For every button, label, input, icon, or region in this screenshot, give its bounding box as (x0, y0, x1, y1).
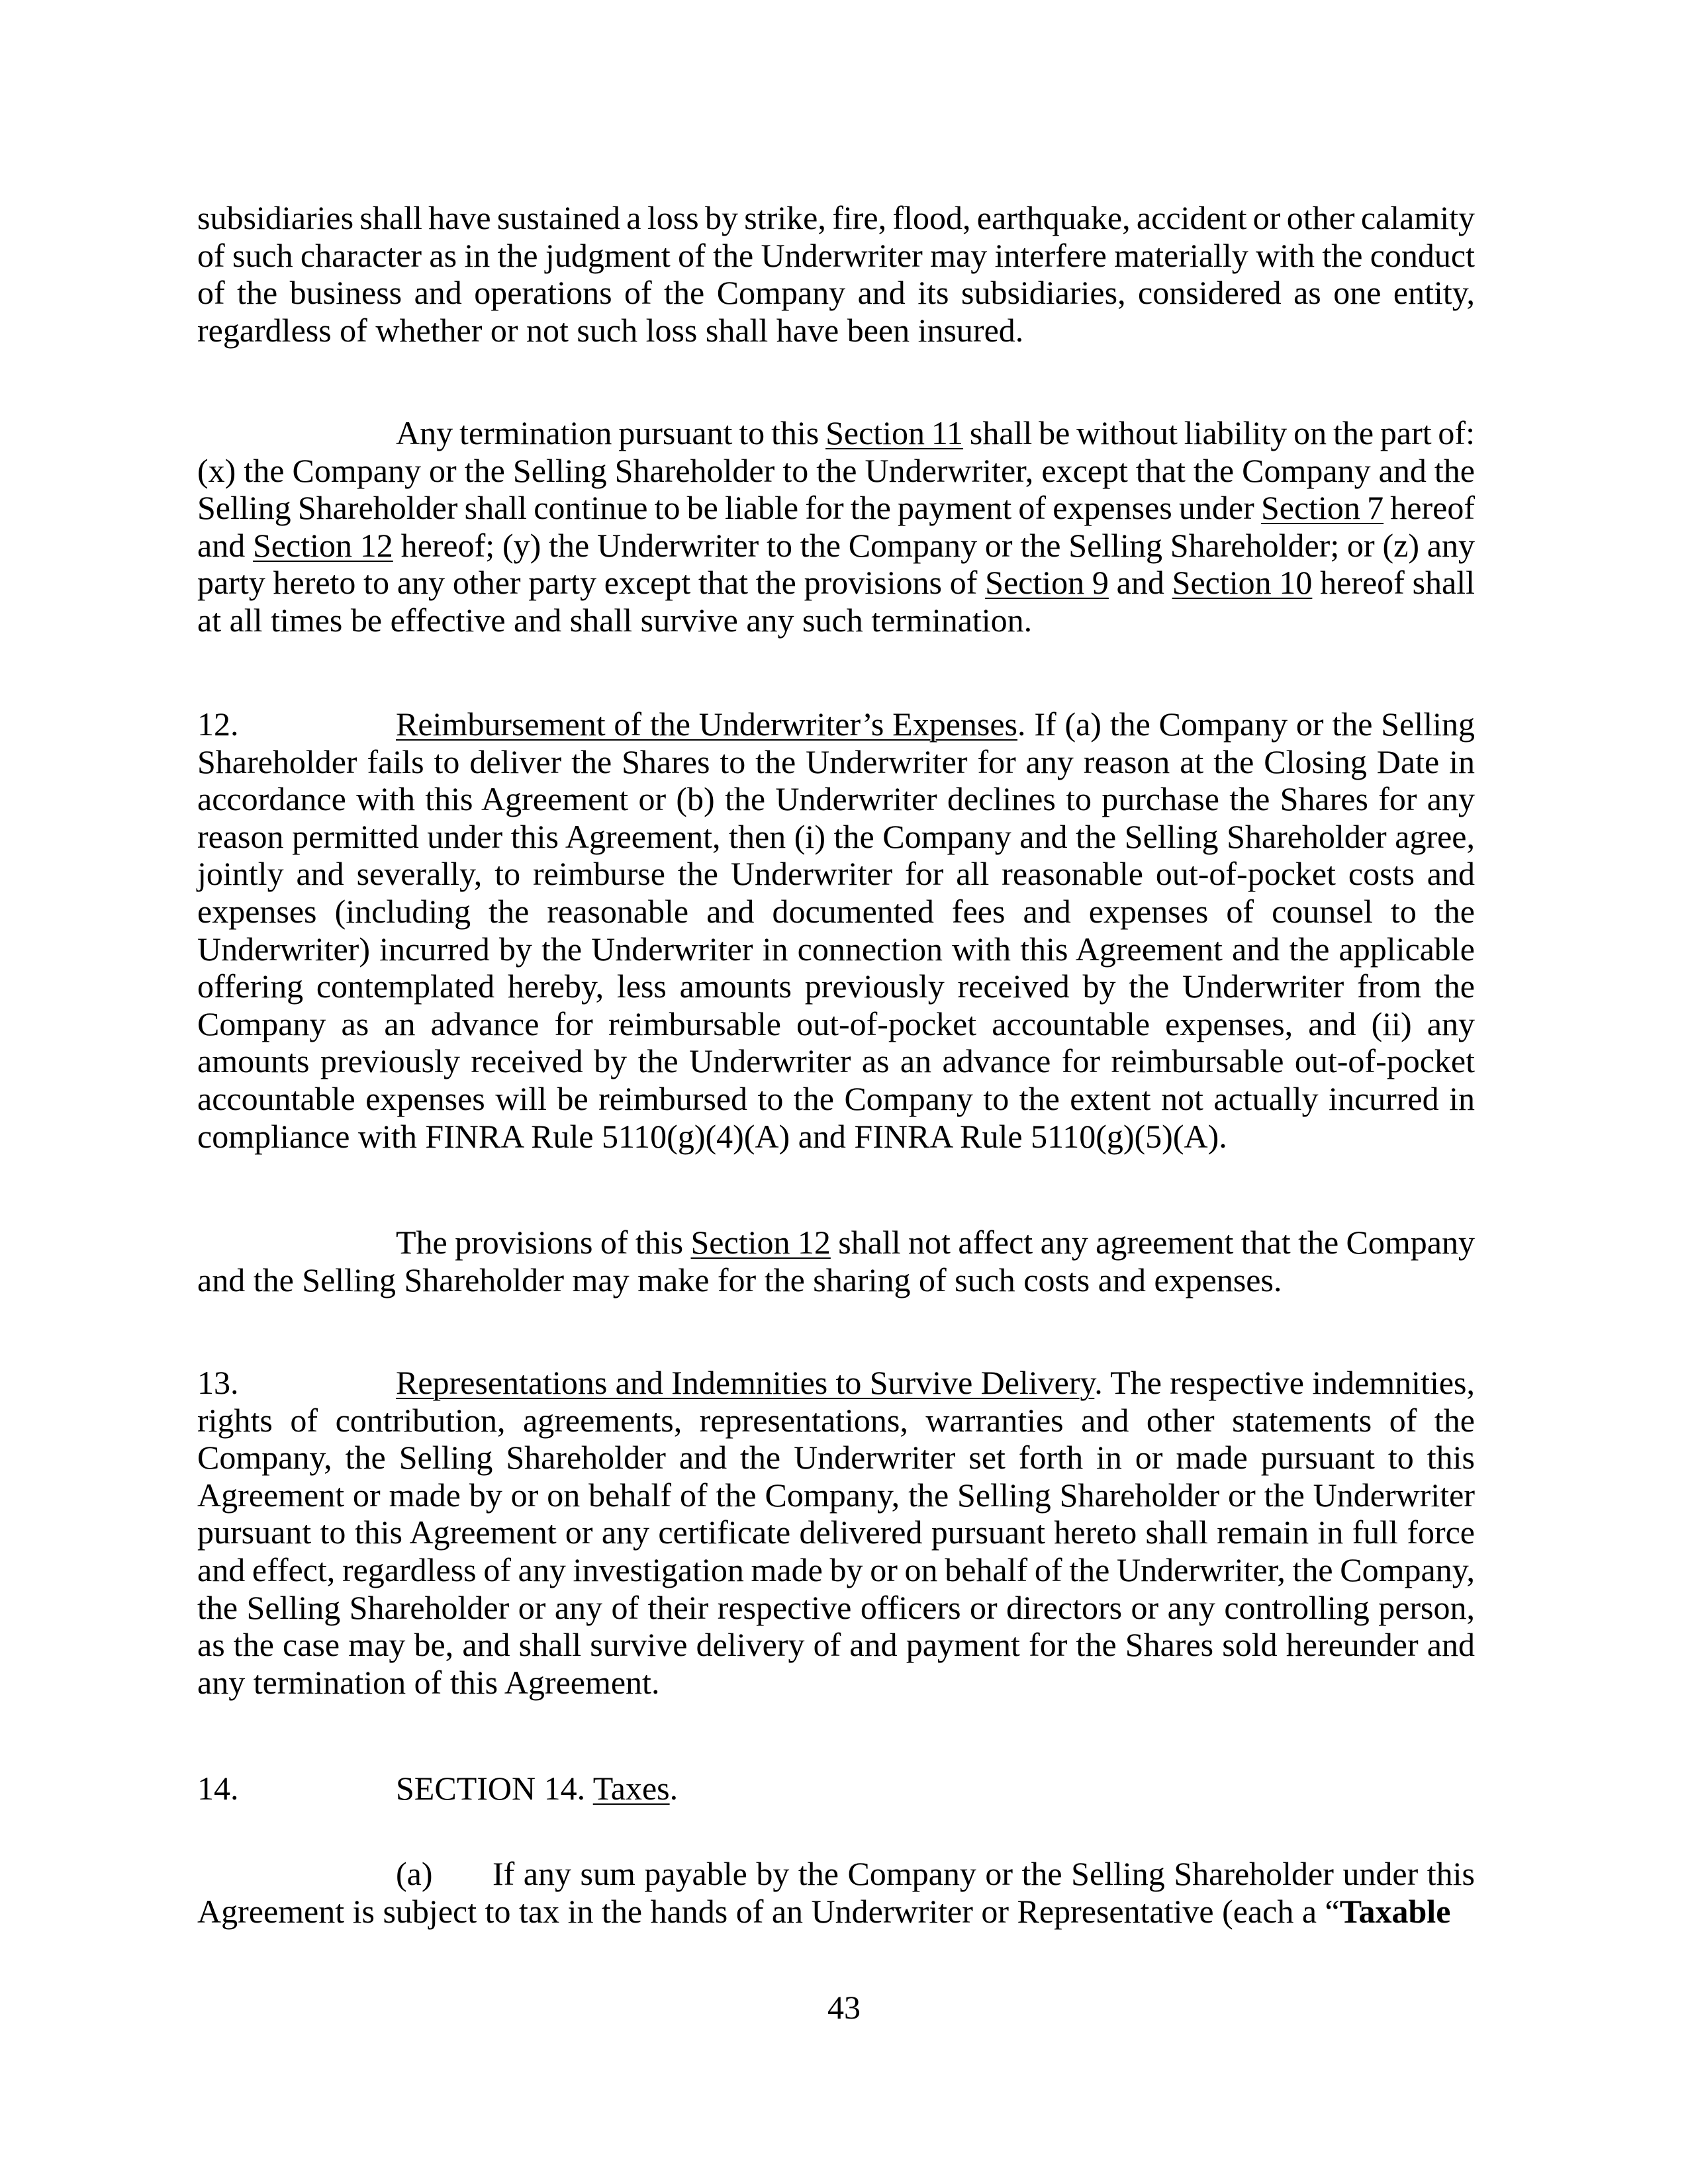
text-line (197, 1664, 1475, 1702)
paragraph-termination-liability (197, 414, 1475, 639)
text-segment: pursuant to this Agreement or any certificate delivered pursuant hereto shall remain in full force (197, 1514, 1475, 1551)
text-line (197, 1005, 1475, 1043)
paragraph-loss-clause-continuation (197, 199, 1475, 349)
text-segment: expenses (including the reasonable and documented fees and expenses of counsel to the (197, 892, 1475, 930)
text-segment: Agreement is subject to tax in the hands of an Underwriter or Representative (each a “ (197, 1892, 1340, 1930)
underlined-reference: Section 11 (825, 414, 964, 451)
text-segment: . The respective indemnities, (1094, 1364, 1475, 1401)
text-segment: as the case may be, and shall survive delivery of and payment for the Shares sold hereunder and (197, 1626, 1475, 1664)
text-segment: regardless of whether or not such loss shall have been insured. (197, 311, 1024, 349)
text-segment: rights of contribution, agreements, representations, warranties and other statements of the (197, 1401, 1475, 1439)
text-line (197, 1080, 1475, 1118)
paragraph-section-14 (197, 1770, 1475, 1807)
text-line (197, 489, 1475, 527)
text-segment: Underwriter) incurred by the Underwriter in connection with this Agreement and the applicable (197, 930, 1475, 968)
text-segment: any termination of this Agreement. (197, 1663, 660, 1701)
text-line (197, 1224, 1475, 1261)
text-line (197, 1042, 1475, 1080)
paragraph-section-12 (197, 705, 1475, 1155)
text-segment: and effect, regardless of any investigation made by or on behalf of the Underwriter, the Company, (197, 1551, 1475, 1588)
page-number: 43 (827, 1989, 861, 2026)
text-line (197, 602, 1475, 639)
text-line (197, 818, 1475, 856)
paragraph-section-12-provisions (197, 1224, 1475, 1298)
text-line (197, 1855, 1475, 1893)
text-segment: Shareholder fails to deliver the Shares to the Underwriter for any reason at the Closing Date in (197, 743, 1475, 780)
text-segment: . If (a) the Company or the Selling (1017, 705, 1475, 743)
defined-term: Taxable (1339, 1892, 1451, 1930)
text-segment: shall not affect any agreement that the Company (830, 1224, 1475, 1261)
text-segment: Agreement or made by or on behalf of the Company, the Selling Shareholder or the Underwriter (197, 1476, 1475, 1514)
text-line (197, 312, 1475, 349)
text-segment: of the business and operations of the Company and its subsidiaries, considered as one entity, (197, 274, 1475, 312)
text-segment: accordance with this Agreement or (b) the Underwriter declines to purchase the Shares for any (197, 780, 1475, 818)
text-segment: amounts previously received by the Underwriter as an advance for reimbursable out-of-pocket (197, 1042, 1475, 1080)
text-segment: SECTION 14. (396, 1770, 593, 1807)
text-segment: and (197, 526, 253, 564)
text-segment: If any sum payable by the Company or the Selling Shareholder under this (492, 1855, 1475, 1892)
text-segment: of such character as in the judgment of the Underwriter may interfere materially with the conduct (197, 236, 1475, 274)
text-line (197, 1770, 1475, 1807)
paragraph-section-14-a (197, 1855, 1475, 1930)
text-line (197, 1514, 1475, 1551)
text-line (197, 1261, 1475, 1299)
text-line (197, 968, 1475, 1005)
text-line (197, 452, 1475, 490)
text-line (197, 1551, 1475, 1589)
section-number: (a) (396, 1855, 433, 1892)
text-line (197, 743, 1475, 781)
paragraph-section-13 (197, 1364, 1475, 1701)
text-line (197, 274, 1475, 312)
text-segment: hereof shall (1312, 564, 1475, 602)
text-line (197, 705, 1475, 743)
text-segment: reason permitted under this Agreement, then (i) the Company and the Selling Shareholder agree, (197, 817, 1475, 855)
text-line (197, 1893, 1475, 1931)
underlined-reference: Section 10 (1172, 564, 1313, 602)
text-segment: hereof; (y) the Underwriter to the Company or the Selling Shareholder; or (z) any (393, 526, 1475, 564)
text-line (197, 527, 1475, 565)
text-segment: hereof (1383, 489, 1475, 527)
underlined-reference: Section 12 (253, 526, 393, 564)
section-number: 12. (197, 705, 239, 743)
text-line (197, 1364, 1475, 1402)
text-segment: party hereto to any other party except that the provisions of (197, 564, 986, 602)
text-line (197, 1477, 1475, 1514)
text-line (197, 199, 1475, 237)
text-line (197, 1589, 1475, 1627)
underlined-reference: Reimbursement of the Underwriter’s Expenses (396, 705, 1018, 743)
text-segment: offering contemplated hereby, less amounts previously received by the Underwriter from the (197, 968, 1475, 1005)
text-segment: compliance with FINRA Rule 5110(g)(4)(A) and FINRA Rule 5110(g)(5)(A). (197, 1117, 1227, 1155)
text-segment: (x) the Company or the Selling Shareholder to the Underwriter, except that the Company and the (197, 451, 1475, 489)
text-line (197, 1439, 1475, 1477)
section-number: 14. (197, 1770, 239, 1807)
text-line (197, 237, 1475, 275)
text-line (197, 564, 1475, 602)
text-line (197, 414, 1475, 452)
text-segment: accountable expenses will be reimbursed to the Company to the extent not actually incurred in (197, 1079, 1475, 1117)
text-segment: and the Selling Shareholder may make for the sharing of such costs and expenses. (197, 1261, 1282, 1298)
underlined-reference: Representations and Indemnities to Survive Delivery (396, 1364, 1095, 1401)
underlined-reference: Section 12 (690, 1224, 831, 1261)
text-segment: the Selling Shareholder or any of their respective officers or directors or any controlling person, (197, 1588, 1475, 1626)
text-line (197, 1118, 1475, 1156)
underlined-reference: Taxes (592, 1770, 670, 1807)
text-segment: subsidiaries shall have sustained a loss by strike, fire, flood, earthquake, accident or other calamity (197, 199, 1475, 236)
text-line (197, 1402, 1475, 1439)
text-segment: at all times be effective and shall survive any such termination. (197, 601, 1033, 639)
text-line (197, 780, 1475, 818)
text-segment: Company as an advance for reimbursable out-of-pocket accountable expenses, and (ii) any (197, 1005, 1475, 1042)
text-line (197, 893, 1475, 931)
underlined-reference: Section 9 (985, 564, 1109, 602)
text-segment: and (1108, 564, 1172, 602)
text-segment: The provisions of this (396, 1224, 691, 1261)
underlined-reference: Section 7 (1260, 489, 1384, 527)
text-segment: jointly and severally, to reimburse the Underwriter for all reasonable out-of-pocket costs and (197, 855, 1475, 893)
section-number: 13. (197, 1364, 239, 1401)
text-line (197, 855, 1475, 893)
text-segment: Any termination pursuant to this (396, 414, 826, 451)
text-line (197, 931, 1475, 968)
text-line (197, 1626, 1475, 1664)
text-segment: Selling Shareholder shall continue to be liable for the payment of expenses under (197, 489, 1261, 527)
text-segment: shall be without liability on the part of: (963, 414, 1475, 451)
text-segment: . (669, 1770, 679, 1807)
text-segment: Company, the Selling Shareholder and the Underwriter set forth in or made pursuant to this (197, 1439, 1475, 1477)
